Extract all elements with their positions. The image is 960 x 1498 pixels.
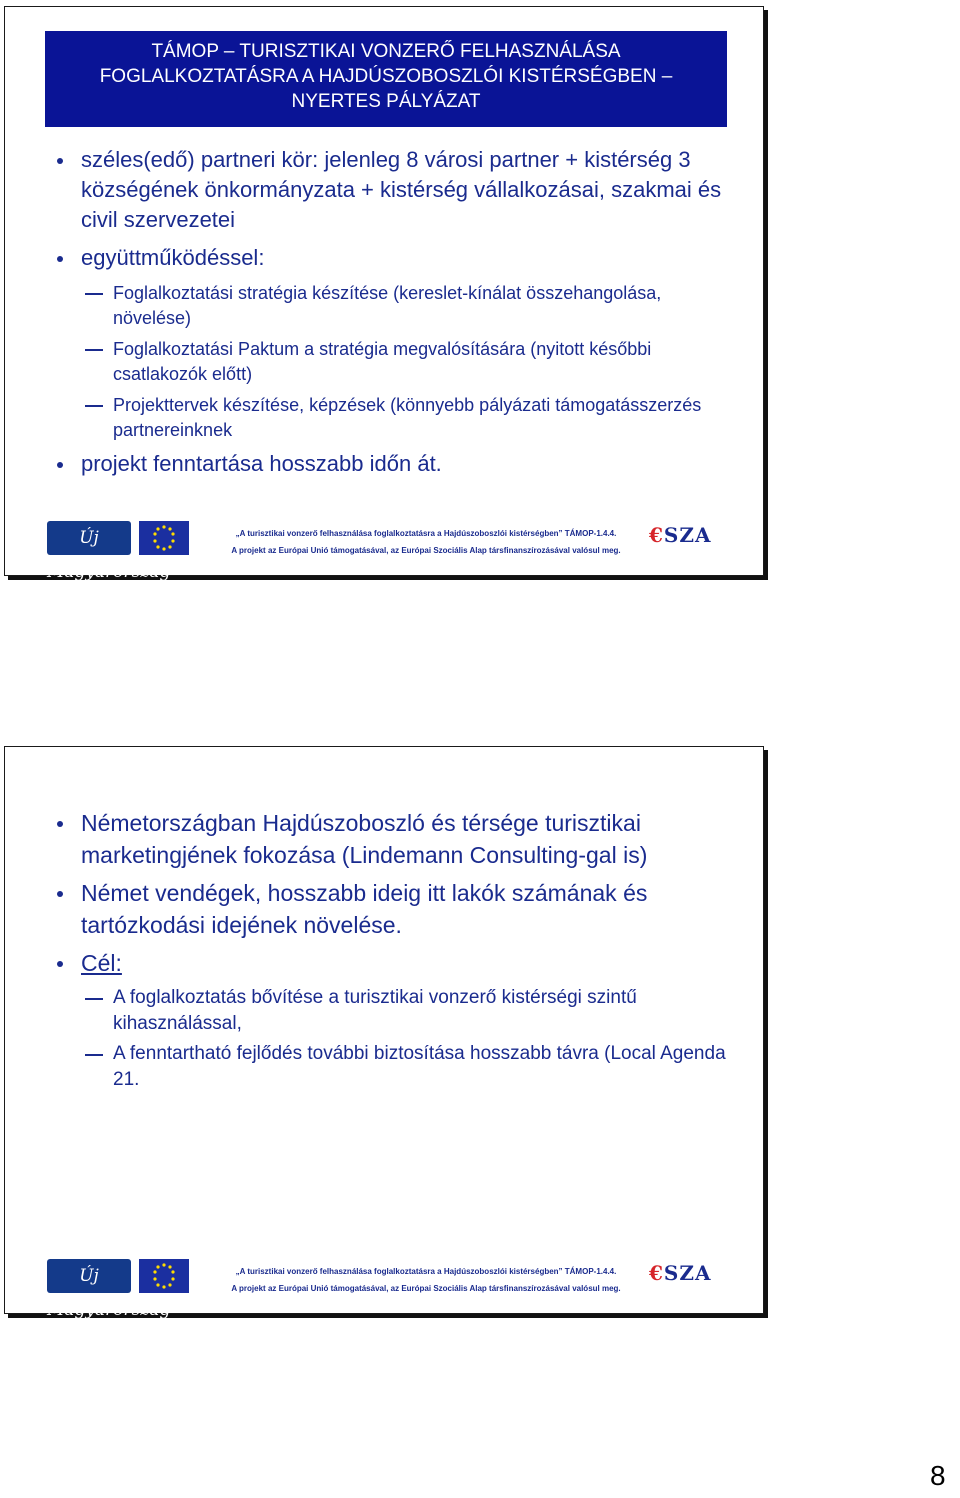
sub-bullet-item: A foglalkoztatás bővítése a turisztikai vonzerő kistérségi szintű kihasználással,	[45, 985, 743, 1037]
page-number: 8	[930, 1460, 946, 1491]
slide-2	[4, 746, 764, 1320]
title-line-2: FOGLALKOZTATÁSRA A HAJDÚSZOBOSZLÓI KISTÉRSÉGBEN –	[99, 66, 673, 87]
sub-bullet-item: A fenntartható fejlődés további biztosítása hosszabb távra (Local Agenda 21.	[45, 1041, 743, 1093]
bullet-item: Német vendégek, hosszabb ideig itt lakók számának és tartózkodási idejének növelése.	[45, 877, 743, 941]
uj-magyarorszag-logo: Új Magyarország	[47, 521, 131, 555]
bullet-item: projekt fenntartása hosszabb időn át.	[45, 449, 743, 479]
goal-bullet	[45, 947, 743, 979]
title-line-1: TÁMOP – TURISZTIKAI VONZERŐ FELHASZNÁLÁSA	[151, 41, 621, 62]
footer-line-1: „A turisztikai vonzerő felhasználása foglalkoztatásra a Hajdúszoboszlói kistérségben” TÁMOP-1.4.4.	[235, 529, 617, 538]
footer-text	[201, 1263, 651, 1297]
slide-2-content	[45, 807, 743, 1097]
uj-magyarorszag-logo: Új Magyarország	[47, 1259, 131, 1293]
footer-line-2: A projekt az Európai Unió támogatásával, az Európai Szociális Alap társfinanszírozásával valósul meg.	[231, 546, 621, 555]
sub-bullet-item: Projekttervek készítése, képzések (könnyebb pályázati támogatásszerzés partnereinknek	[45, 393, 743, 443]
slide-title	[45, 31, 727, 127]
slide-footer	[5, 517, 763, 582]
goal-label: Cél:	[81, 950, 122, 976]
footer-line-2: A projekt az Európai Unió támogatásával, az Európai Szociális Alap társfinanszírozásával valósul meg.	[231, 1284, 621, 1293]
slide-1	[4, 6, 764, 582]
sza-logo: €SZA	[649, 1261, 712, 1285]
slide-footer	[5, 1255, 763, 1320]
slide-1-content	[45, 145, 743, 487]
bullet-item: Németországban Hajdúszoboszló és térsége turisztikai marketingjének fokozása (Lindemann Consulting-gal is)	[45, 807, 743, 871]
footer-text	[201, 525, 651, 559]
sub-bullet-item: Foglalkoztatási stratégia készítése (kereslet-kínálat összehangolása, növelése)	[45, 281, 743, 331]
eu-flag-icon	[139, 1259, 189, 1293]
bullet-item: együttműködéssel:	[45, 243, 743, 273]
eu-flag-icon	[139, 521, 189, 555]
bullet-item: széles(edő) partneri kör: jelenleg 8 városi partner + kistérség 3 községének önkormányzata + kistérség vállalkozásai, szakmai és civil szervezetei	[45, 145, 743, 235]
footer-line-1: „A turisztikai vonzerő felhasználása foglalkoztatásra a Hajdúszoboszlói kistérségben” TÁMOP-1.4.4.	[235, 1267, 617, 1276]
sub-bullet-item: Foglalkoztatási Paktum a stratégia megvalósítására (nyitott későbbi csatlakozók előtt)	[45, 337, 743, 387]
sza-logo: €SZA	[649, 523, 712, 547]
title-line-3: NYERTES PÁLYÁZAT	[291, 91, 481, 112]
